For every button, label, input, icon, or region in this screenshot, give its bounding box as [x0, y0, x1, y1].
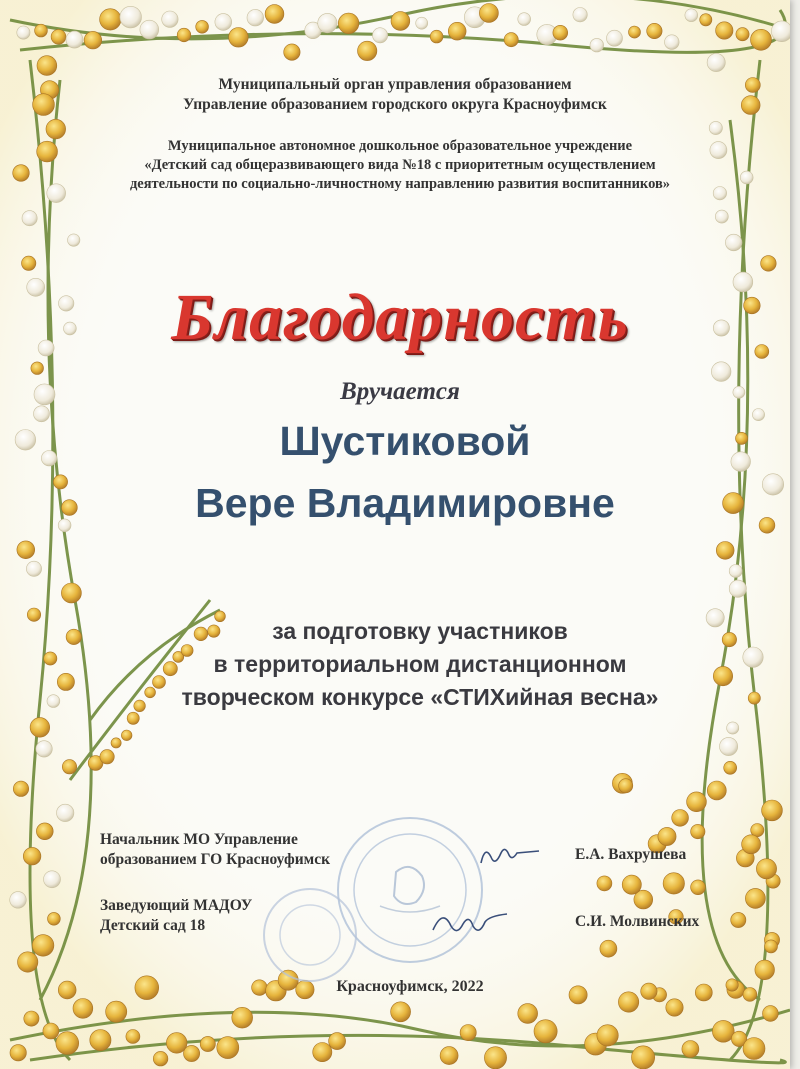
signatory-1-role [100, 830, 400, 870]
signatory-2-role-line-1: Заведующий МАДОУ [100, 897, 253, 914]
recipient-given-names: Вере Владимировне [195, 480, 615, 526]
signatory-1-role-line-1: Начальник МО Управление [100, 831, 298, 848]
authority-line-1: Муниципальный орган управления образованием [218, 76, 572, 93]
signatory-1-name: Е.А. Вахрушева [575, 846, 687, 863]
signature-2 [425, 900, 515, 945]
signatory-2-name: С.И. Молвинских [575, 913, 700, 930]
issuing-authority [120, 75, 670, 115]
certificate-title: Благодарность [171, 281, 629, 354]
institution-line-1: Муниципальное автономное дошкольное образовательное учреждение [167, 138, 633, 154]
signature-1 [475, 835, 545, 875]
signatory-1-role-line-2: образованием ГО Красноуфимск [100, 851, 331, 868]
signatory-2-role-line-2: Детский сад 18 [100, 917, 206, 934]
institution-name [100, 137, 700, 194]
reason-line-3: творческом конкурсе «СТИХийная весна» [181, 684, 659, 710]
reason-line-1: за подготовку участников [272, 618, 568, 644]
institution-line-2: «Детский сад общеразвивающего вида №18 с приоритетным осуществлением [144, 157, 656, 173]
certificate-content [60, 40, 730, 1030]
authority-line-2: Управление образованием городского округа Красноуфимск [183, 96, 607, 113]
place-and-year: Красноуфимск, 2022 [336, 978, 484, 995]
awarded-label: Вручается [340, 378, 460, 405]
award-reason [110, 615, 730, 714]
signatory-2-role [100, 896, 400, 936]
institution-line-3: деятельности по социально-личностному направлению развития воспитанников» [129, 176, 671, 192]
reason-line-2: в территориальном дистанционном [213, 651, 627, 677]
recipient-surname: Шустиковой [279, 418, 531, 464]
